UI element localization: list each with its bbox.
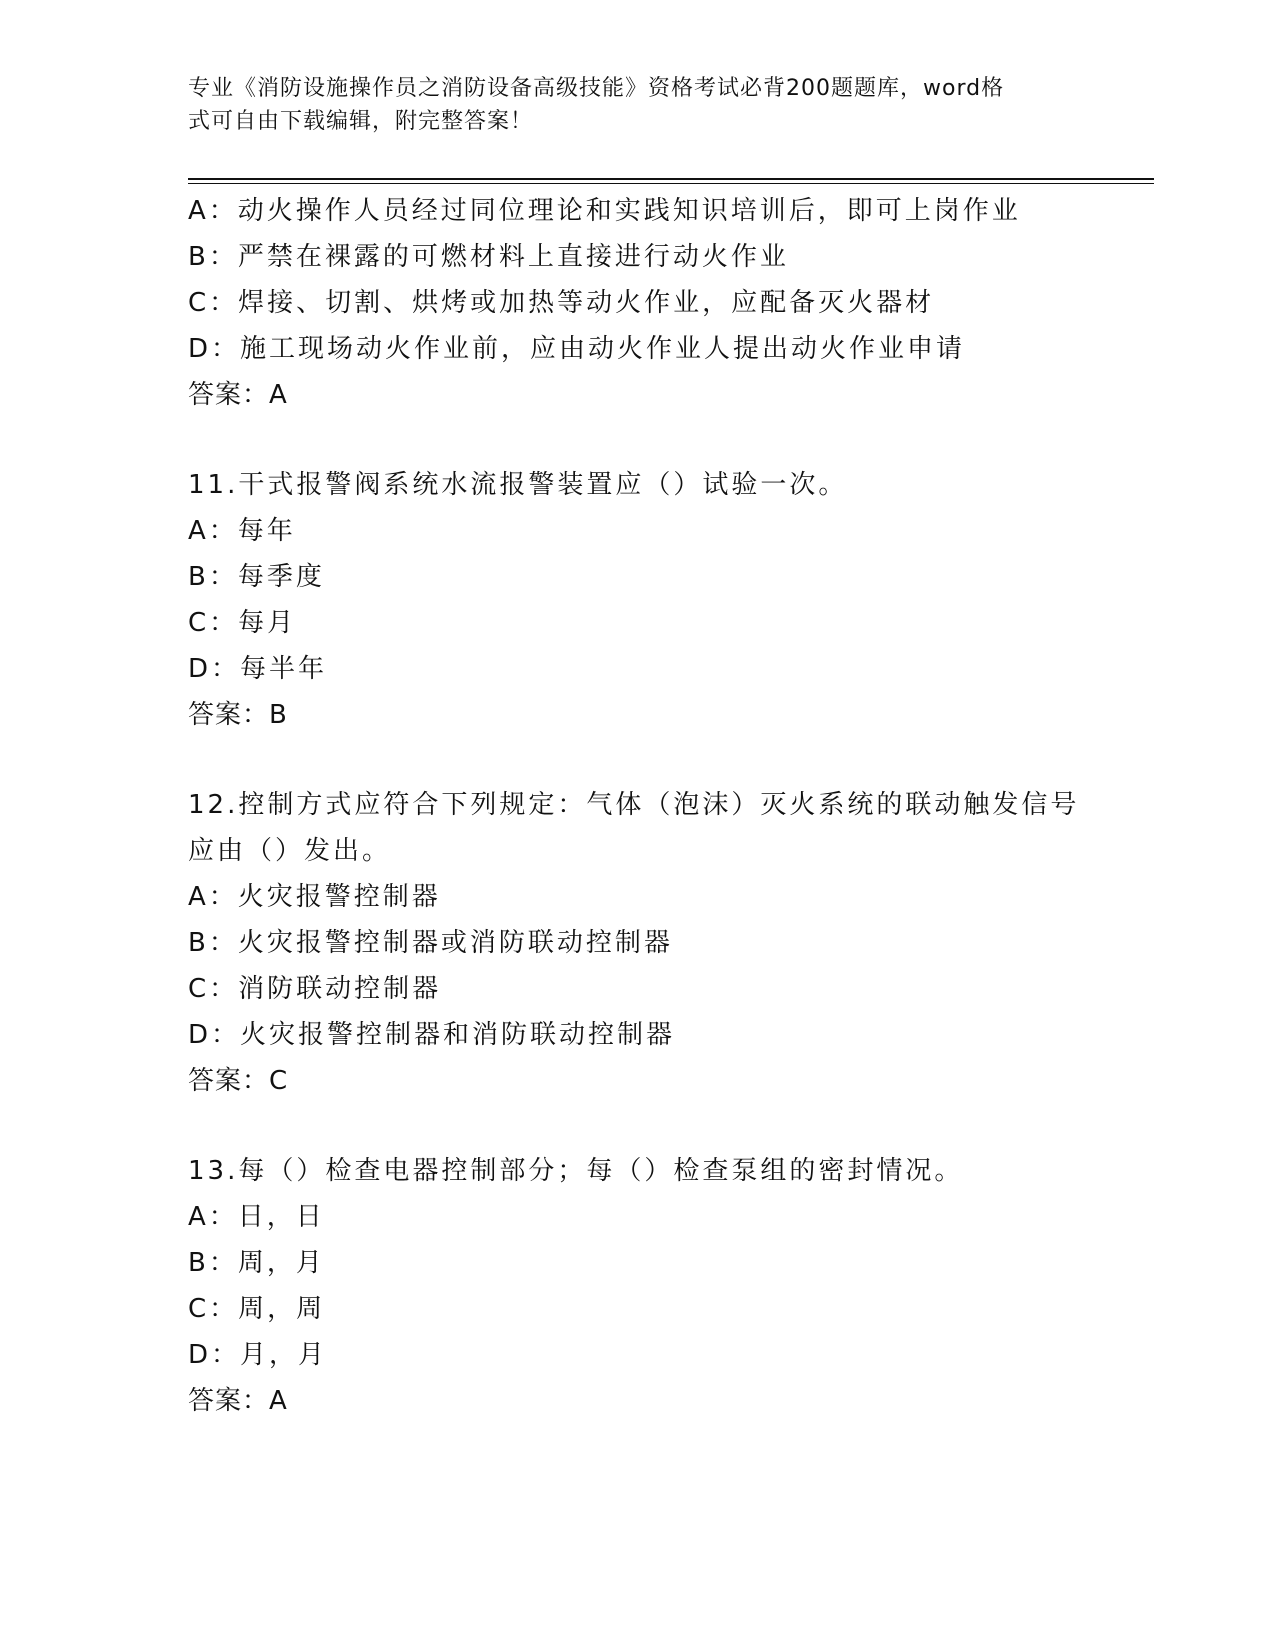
option-b: B：火灾报警控制器或消防联动控制器	[188, 928, 673, 958]
option-c: C：焊接、切割、烘烤或加热等动火作业，应配备灭火器材	[188, 288, 935, 318]
question-10-block	[188, 188, 1088, 418]
option-b: B：周，月	[188, 1248, 325, 1278]
header-line-2: 式可自由下载编辑，附完整答案！	[188, 109, 534, 134]
header-divider-thin	[188, 183, 1154, 184]
option-a: A：每年	[188, 516, 296, 546]
question-12-block	[188, 782, 1088, 1104]
option-d: D：每半年	[188, 654, 328, 684]
option-c: C：消防联动控制器	[188, 974, 442, 1004]
option-a: A：动火操作人员经过同位理论和实践知识培训后，即可上岗作业	[188, 196, 1021, 226]
answer-line: 答案：A	[188, 1386, 288, 1416]
document-header	[188, 72, 1068, 138]
question-stem-continued: 应由（）发出。	[188, 836, 392, 866]
header-line-1: 专业《消防设施操作员之消防设备高级技能》资格考试必背200题题库，word格	[188, 76, 1005, 101]
option-d: D：月，月	[188, 1340, 328, 1370]
option-a: A：火灾报警控制器	[188, 882, 441, 912]
header-divider-thick	[188, 178, 1154, 180]
question-spacer	[188, 1104, 1088, 1148]
answer-line: 答案：A	[188, 380, 288, 410]
question-stem: 12.控制方式应符合下列规定：气体（泡沫）灭火系统的联动触发信号	[188, 790, 1080, 820]
option-b: B：严禁在裸露的可燃材料上直接进行动火作业	[188, 242, 789, 272]
option-d: D：施工现场动火作业前，应由动火作业人提出动火作业申请	[188, 334, 966, 364]
question-11-block	[188, 462, 1088, 738]
question-spacer	[188, 738, 1088, 782]
question-list	[188, 188, 1088, 1424]
question-stem: 13.每（）检查电器控制部分；每（）检查泵组的密封情况。	[188, 1156, 964, 1186]
option-d: D：火灾报警控制器和消防联动控制器	[188, 1020, 676, 1050]
option-b: B：每季度	[188, 562, 325, 592]
answer-line: 答案：B	[188, 700, 288, 730]
question-spacer	[188, 418, 1088, 462]
question-stem: 11.干式报警阀系统水流报警装置应（）试验一次。	[188, 470, 848, 500]
option-c: C：周，周	[188, 1294, 326, 1324]
option-a: A：日，日	[188, 1202, 325, 1232]
answer-line: 答案：C	[188, 1066, 289, 1096]
option-c: C：每月	[188, 608, 297, 638]
question-13-block	[188, 1148, 1088, 1424]
